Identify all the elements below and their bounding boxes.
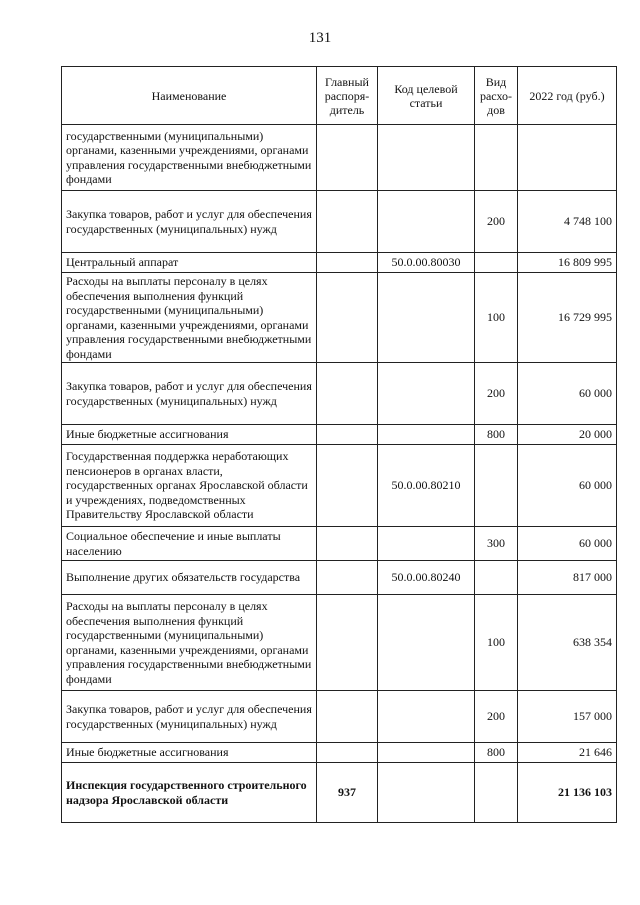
cell-expense-type: 300 [475, 527, 518, 561]
cell-amount: 16 809 995 [518, 253, 617, 273]
cell-target-code [378, 125, 475, 191]
table-row [62, 363, 617, 425]
cell-target-code [378, 363, 475, 425]
cell-expense-type [475, 763, 518, 823]
cell-name: Закупка товаров, работ и услуг для обеспечения государственных (муниципальных) нужд [62, 363, 317, 425]
cell-name: Государственная поддержка неработающих пенсионеров в органах власти, государственных органах Ярославской области и учреждениях, подведомственных Правительству Ярославской области [62, 445, 317, 527]
cell-main-manager [317, 273, 378, 363]
cell-target-code [378, 191, 475, 253]
cell-target-code [378, 273, 475, 363]
cell-target-code [378, 743, 475, 763]
cell-amount: 4 748 100 [518, 191, 617, 253]
cell-amount: 21 136 103 [518, 763, 617, 823]
cell-expense-type [475, 125, 518, 191]
cell-amount: 60 000 [518, 363, 617, 425]
cell-name: Выполнение других обязательств государства [62, 561, 317, 595]
cell-name: Иные бюджетные ассигнования [62, 425, 317, 445]
cell-expense-type: 200 [475, 363, 518, 425]
cell-main-manager: 937 [317, 763, 378, 823]
cell-amount: 60 000 [518, 445, 617, 527]
cell-main-manager [317, 595, 378, 691]
cell-main-manager [317, 691, 378, 743]
table-row [62, 253, 617, 273]
cell-target-code [378, 763, 475, 823]
cell-name: Расходы на выплаты персоналу в целях обеспечения выполнения функций государственными (муниципальными) органами, казенными учреждениями, органами управления государственными внебюджетными фондами [62, 595, 317, 691]
table-row [62, 595, 617, 691]
cell-target-code [378, 527, 475, 561]
cell-expense-type: 800 [475, 425, 518, 445]
table-row [62, 743, 617, 763]
table-row [62, 191, 617, 253]
cell-expense-type [475, 445, 518, 527]
cell-amount: 157 000 [518, 691, 617, 743]
cell-expense-type [475, 561, 518, 595]
header-amount-2022: 2022 год (руб.) [518, 67, 617, 125]
cell-name: Инспекция государственного строительного надзора Ярославской области [62, 763, 317, 823]
table-row [62, 527, 617, 561]
cell-amount: 60 000 [518, 527, 617, 561]
cell-amount: 20 000 [518, 425, 617, 445]
cell-name: государственными (муниципальными) органами, казенными учреждениями, органами управления государственными внебюджетными фондами [62, 125, 317, 191]
table-row [62, 691, 617, 743]
cell-name: Центральный аппарат [62, 253, 317, 273]
cell-expense-type: 100 [475, 595, 518, 691]
cell-target-code [378, 691, 475, 743]
table-row [62, 425, 617, 445]
cell-expense-type [475, 253, 518, 273]
table-row [62, 561, 617, 595]
table-header-row [62, 67, 617, 125]
table-row [62, 763, 617, 823]
cell-target-code: 50.0.00.80210 [378, 445, 475, 527]
header-name: Наименование [62, 67, 317, 125]
cell-target-code: 50.0.00.80030 [378, 253, 475, 273]
cell-name: Социальное обеспечение и иные выплаты населению [62, 527, 317, 561]
cell-expense-type: 200 [475, 691, 518, 743]
cell-amount: 16 729 995 [518, 273, 617, 363]
cell-amount: 21 646 [518, 743, 617, 763]
cell-main-manager [317, 425, 378, 445]
cell-expense-type: 800 [475, 743, 518, 763]
cell-name: Расходы на выплаты персоналу в целях обеспечения выполнения функций государственными (муниципальными) органами, казенными учреждениями, органами управления государственными внебюджетными фондами [62, 273, 317, 363]
cell-name: Иные бюджетные ассигнования [62, 743, 317, 763]
cell-expense-type: 200 [475, 191, 518, 253]
cell-expense-type: 100 [475, 273, 518, 363]
budget-table [61, 66, 617, 823]
header-expense-type: Вид расхо-дов [475, 67, 518, 125]
cell-main-manager [317, 561, 378, 595]
header-target-code: Код целевой статьи [378, 67, 475, 125]
cell-target-code: 50.0.00.80240 [378, 561, 475, 595]
cell-amount: 638 354 [518, 595, 617, 691]
cell-amount [518, 125, 617, 191]
cell-main-manager [317, 527, 378, 561]
cell-amount: 817 000 [518, 561, 617, 595]
cell-name: Закупка товаров, работ и услуг для обеспечения государственных (муниципальных) нужд [62, 191, 317, 253]
cell-main-manager [317, 125, 378, 191]
cell-target-code [378, 425, 475, 445]
cell-target-code [378, 595, 475, 691]
cell-main-manager [317, 253, 378, 273]
table-row [62, 273, 617, 363]
cell-main-manager [317, 445, 378, 527]
table-row [62, 445, 617, 527]
cell-main-manager [317, 191, 378, 253]
cell-main-manager [317, 743, 378, 763]
header-main-manager: Главный распоря-дитель [317, 67, 378, 125]
cell-main-manager [317, 363, 378, 425]
table-row [62, 125, 617, 191]
cell-name: Закупка товаров, работ и услуг для обеспечения государственных (муниципальных) нужд [62, 691, 317, 743]
page-number: 131 [308, 30, 332, 46]
table-body [62, 125, 617, 823]
